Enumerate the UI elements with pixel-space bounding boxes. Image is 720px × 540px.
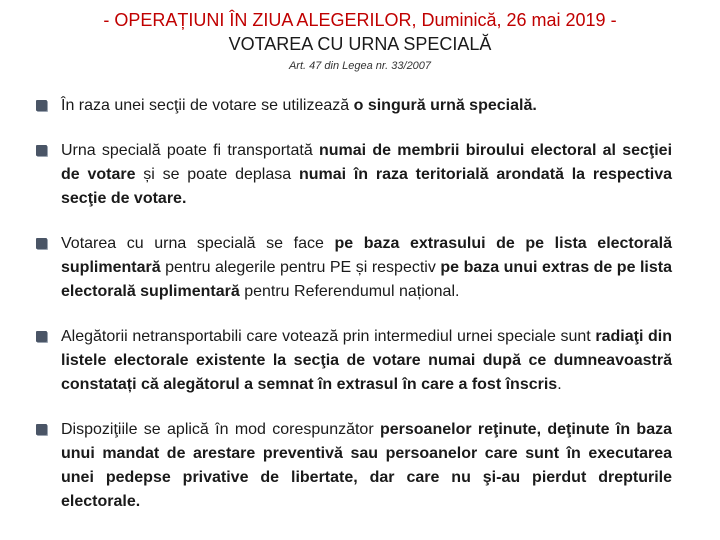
bullet-item [36,325,672,397]
bullet-text: În raza unei secţii de votare se utilizează [61,97,354,114]
bullet-text-bold: pe baza unui extras de pe lista electorală suplimentară [61,259,673,300]
bullet-text: și se poate deplasa [135,166,299,183]
square-bullet-icon [36,424,47,435]
legal-reference: Art. 47 din Legea nr. 33/2007 [288,60,432,72]
bullet-list [36,94,672,535]
bullet-text-bold: o singură urnă specială. [353,97,537,114]
slide-title [0,8,720,56]
bullet-item [36,139,672,211]
bullet-text-bold: radiaţi din listele electorale existente la secţia de votare numai după ce dumneavoastră constatați că alegătorul a semnat în extrasul în care a fost înscris [61,328,673,393]
bullet-text: pentru alegerile pentru PE și respectiv [160,259,441,276]
title-line-2: VOTAREA CU URNA SPECIALĂ [228,34,492,54]
bullet-item [36,232,672,304]
bullet-text-bold: pe baza extrasului de pe lista electorală suplimentară [61,235,672,276]
bullet-text-bold: numai de membrii biroului electoral al secţiei de votare [61,142,673,183]
square-bullet-icon [36,145,47,156]
bullet-item [36,418,672,514]
bullet-text: Dispoziţiile se aplică în mod corespunzător [61,421,380,438]
title-line-1: - OPERAȚIUNI ÎN ZIUA ALEGERILOR, Duminică, 26 mai 2019 - [103,10,617,30]
bullet-text: Urna specială poate fi transportată [61,142,319,159]
bullet-item [36,94,672,118]
bullet-text: Votarea cu urna specială se face [61,235,335,252]
bullet-text-bold: persoanelor reţinute, deţinute în baza unui mandat de arestare preventivă sau persoanelor care sunt în executarea unei pedepse privative de libertate, dar care nu şi-au pierdut drepturile electorale. [61,421,672,510]
bullet-text: pentru Referendumul național. [239,283,460,300]
bullet-text: . [557,376,562,393]
square-bullet-icon [36,100,47,111]
bullet-text-bold: numai în raza teritorială arondată la respectiva secţie de votare. [61,166,673,207]
square-bullet-icon [36,238,47,249]
square-bullet-icon [36,331,47,342]
bullet-text: Alegătorii netransportabili care votează prin intermediul urnei speciale sunt [61,328,596,345]
